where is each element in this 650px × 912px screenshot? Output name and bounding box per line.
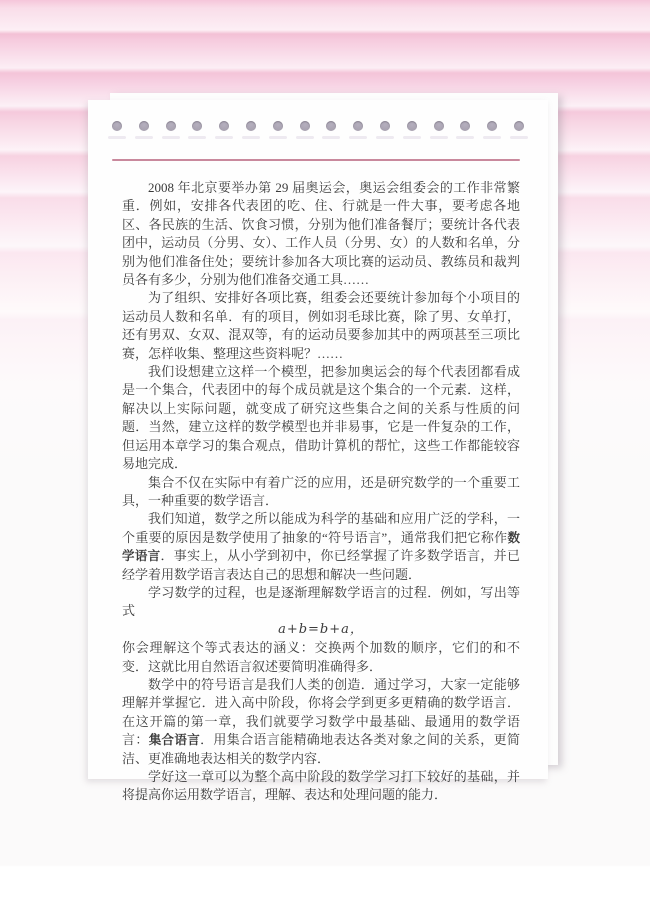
- binder-hole-icon: [300, 121, 310, 131]
- text-run: 为了组织、安排好各项比赛，组委会还要统计参加每个小项目的运动员人数和名单．有的项目，例如羽毛球比赛，除了男、女单打，还有男双、女双、混双等，有的运动员要参加其中的两项甚至三项比赛，怎样收集、整理这些资料呢？……: [122, 290, 520, 361]
- binder-hole-icon: [380, 121, 390, 131]
- binder-hole-icon: [246, 121, 256, 131]
- paragraph: [122, 363, 520, 473]
- paragraph: [122, 474, 520, 511]
- paragraph: [122, 584, 520, 621]
- text-run: ．事实上，从小学到初中，你已经掌握了许多数学语言，并已经学着用数学语言表达自己的思想和解决一些问题．: [122, 548, 520, 582]
- text-run: 你会理解这个等式表达的涵义：交换两个加数的顺序，它们的和不变．这就比用自然语言叙述要简明准确得多．: [122, 640, 520, 674]
- notebook-page: [88, 100, 548, 803]
- binder-hole-icon: [166, 121, 176, 131]
- text-run: 2008 年北京要举办第 29 届奥运会，奥运会组委会的工作非常繁重．例如，安排各代表团的吃、住、行就是一件大事，要考虑各地区、各民族的生活、饮食习惯，分别为他们准备餐厅；要统计各代表团中，运动员（分男、女）、工作人员（分男、女）的人数和名单，分别为他们准备住处；要统计参加各大项比赛的运动员、教练员和裁判员各有多少，分别为他们准备交通工具……: [122, 180, 520, 288]
- paragraph: [122, 179, 520, 289]
- text-run: 我们知道，数学之所以能成为科学的基础和应用广泛的学科，一个重要的原因是数学使用了抽象的“符号语言”，通常我们把它称作: [122, 511, 520, 545]
- binder-holes-row: [112, 121, 524, 131]
- binder-hole-icon: [407, 121, 417, 131]
- text-run: ．用集合语言能精确地表达各类对象之间的关系，更简洁、更准确地表达相关的数学内容．: [122, 732, 520, 766]
- binder-hole-icon: [514, 121, 524, 131]
- key-term: 集合语言: [148, 733, 201, 748]
- text-run: 集合不仅在实际中有着广泛的应用，还是研究数学的一个重要工具，一种重要的数学语言．: [122, 474, 520, 508]
- paragraph: [122, 676, 520, 768]
- page-body-text: [122, 179, 520, 805]
- binder-hole-icon: [326, 121, 336, 131]
- paragraph: [122, 639, 520, 676]
- binder-hole-icon: [460, 121, 470, 131]
- text-run: 学好这一章可以为整个高中阶段的数学学习打下较好的基础，并将提高你运用数学语言，理解、表达和处理问题的能力．: [122, 769, 520, 803]
- binder-hole-icon: [487, 121, 497, 131]
- binder-hole-icon: [273, 121, 283, 131]
- key-term: 数学语言: [122, 530, 520, 564]
- paragraph: [122, 289, 520, 363]
- binder-hole-icon: [353, 121, 363, 131]
- binder-hole-icon: [112, 121, 122, 131]
- text-run: 我们设想建立这样一个模型，把参加奥运会的每个代表团都看成是一个集合，代表团中的每个成员就是这个集合的一个元素．这样，解决以上实际问题，就变成了研究这些集合之间的关系与性质的问题．当然，建立这样的数学模型也并非易事，它是一件复杂的工作，但运用本章学习的集合观点，借助计算机的帮忙，这些工作都能较容易地完成．: [122, 364, 520, 472]
- paragraph: [122, 510, 520, 584]
- binder-hole-icon: [192, 121, 202, 131]
- text-run: a+b=b+a，: [278, 621, 364, 637]
- binder-hole-icon: [139, 121, 149, 131]
- header-rule: [112, 159, 520, 161]
- equation-line: [122, 621, 520, 639]
- binder-hole-icon: [219, 121, 229, 131]
- binder-hole-icon: [434, 121, 444, 131]
- text-run: 数学中的符号语言是我们人类的创造．通过学习，大家一定能够理解并掌握它．进入高中阶段，你将会学到更多更精确的数学语言．在这开篇的第一章，我们就要学习数学中最基础、最通用的数学语言：: [122, 676, 520, 748]
- paragraph: [122, 768, 520, 805]
- text-run: 学习数学的过程，也是逐渐理解数学语言的过程．例如，写出等式: [122, 584, 520, 619]
